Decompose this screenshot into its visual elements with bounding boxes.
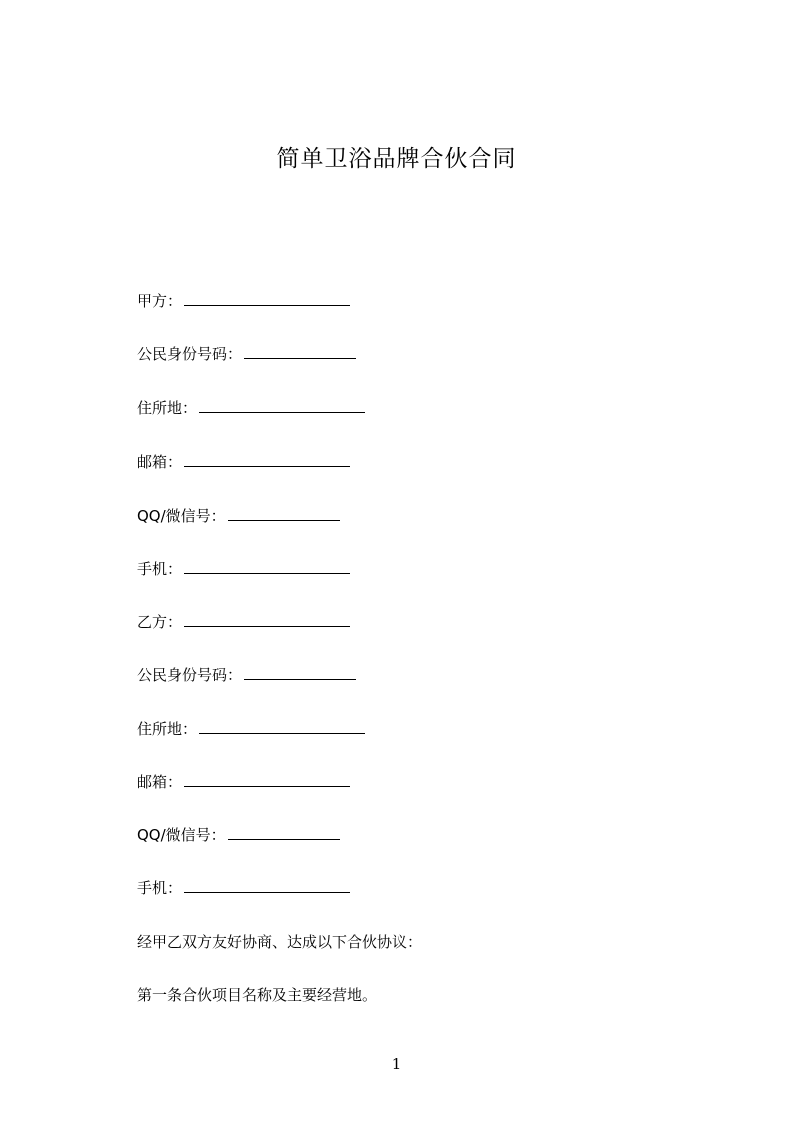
party-a-name-field — [137, 291, 350, 311]
party-b-email-field — [137, 772, 350, 792]
party-b-id-label: 公民身份号码： — [137, 666, 243, 684]
party-b-name-blank[interactable] — [184, 612, 350, 627]
party-a-email-field — [137, 452, 350, 472]
party-a-qq-label: QQ/微信号： — [137, 507, 226, 525]
party-b-address-label: 住所地： — [137, 720, 198, 738]
intro-paragraph: 经甲乙双方友好协商、达成以下合伙协议： — [137, 933, 423, 951]
party-a-phone-label: 手机： — [137, 560, 183, 578]
party-b-phone-blank[interactable] — [184, 878, 350, 893]
party-b-id-field — [137, 665, 356, 685]
party-b-qq-label: QQ/微信号： — [137, 826, 226, 844]
page-number: 1 — [391, 1055, 402, 1073]
party-a-name-blank[interactable] — [184, 291, 350, 306]
party-a-phone-blank[interactable] — [184, 559, 350, 574]
party-a-email-blank[interactable] — [184, 452, 350, 467]
party-b-id-blank[interactable] — [244, 665, 356, 680]
party-a-email-label: 邮箱： — [137, 453, 183, 471]
party-b-email-label: 邮箱： — [137, 773, 183, 791]
party-b-address-blank[interactable] — [199, 719, 365, 734]
document-title: 简单卫浴品牌合伙合同 — [276, 146, 517, 172]
party-a-id-field — [137, 344, 356, 364]
party-b-address-field — [137, 719, 365, 739]
party-a-qq-field — [137, 506, 340, 526]
party-a-id-blank[interactable] — [244, 344, 356, 359]
party-a-name-label: 甲方： — [137, 292, 183, 310]
party-b-phone-field — [137, 878, 350, 898]
party-a-address-label: 住所地： — [137, 399, 198, 417]
party-a-phone-field — [137, 559, 350, 579]
party-a-address-blank[interactable] — [199, 398, 365, 413]
party-b-qq-field — [137, 825, 340, 845]
article-1-heading: 第一条合伙项目名称及主要经营地。 — [137, 986, 378, 1004]
party-b-qq-blank[interactable] — [228, 825, 340, 840]
party-a-address-field — [137, 398, 365, 418]
party-b-name-label: 乙方： — [137, 613, 183, 631]
party-a-id-label: 公民身份号码： — [137, 345, 243, 363]
party-b-phone-label: 手机： — [137, 879, 183, 897]
party-a-qq-blank[interactable] — [228, 506, 340, 521]
party-b-name-field — [137, 612, 350, 632]
party-b-email-blank[interactable] — [184, 772, 350, 787]
